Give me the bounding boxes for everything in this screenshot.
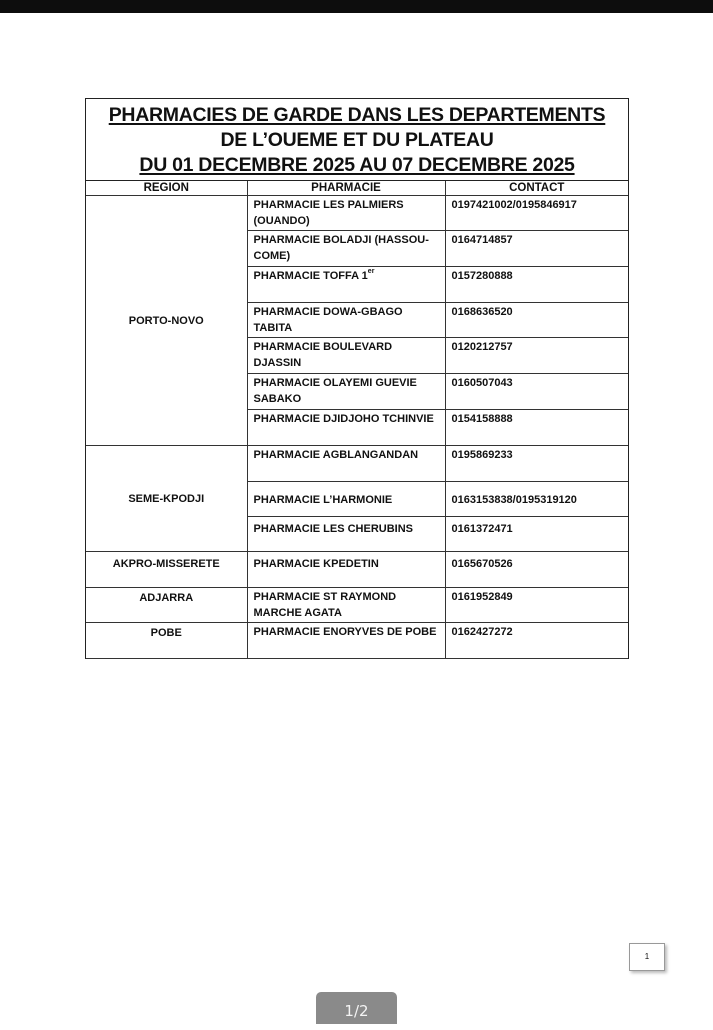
pharmacy-name: PHARMACIE KPEDETIN [247,552,445,588]
page-indicator[interactable]: 1/2 [316,992,397,1024]
pharmacy-contact: 0163153838/0195319120 [445,482,628,517]
pharmacy-contact: 0120212757 [445,338,628,374]
pharmacy-contact: 0157280888 [445,267,628,303]
table-header-row [86,181,628,196]
pharmacy-name: PHARMACIE BOULEVARD DJASSIN [247,338,445,374]
pharmacy-name-text: PHARMACIE TOFFA 1 [253,270,368,282]
region-cell: AKPRO-MISSERETE [86,552,247,588]
pharmacy-name: PHARMACIE BOLADJI (HASSOU-COME) [247,231,445,267]
column-header-contact: CONTACT [445,181,628,196]
pharmacy-duty-table-sheet [85,98,629,659]
table-row [86,588,628,623]
table-row [86,446,628,482]
pharmacy-contact: 0164714857 [445,231,628,267]
pharmacy-contact: 0195869233 [445,446,628,482]
pharmacy-name: PHARMACIE ENORYVES DE POBE [247,623,445,659]
region-cell: PORTO-NOVO [86,196,247,446]
viewer-top-bar [0,0,713,13]
table-row [86,623,628,659]
region-cell: ADJARRA [86,588,247,623]
pharmacy-name: PHARMACIE ST RAYMOND MARCHE AGATA [247,588,445,623]
pharmacy-contact: 0162427272 [445,623,628,659]
pharmacy-contact: 0165670526 [445,552,628,588]
page-number-marker: 1 [629,943,665,971]
pharmacy-contact: 0168636520 [445,303,628,338]
document-title [86,99,628,181]
title-line-3: DU 01 DECEMBRE 2025 AU 07 DECEMBRE 2025 [139,154,575,176]
pharmacy-name: PHARMACIE OLAYEMI GUEVIE SABAKO [247,374,445,410]
pharmacy-name: PHARMACIE DJIDJOHO TCHINVIE [247,410,445,446]
title-line-1: PHARMACIES DE GARDE DANS LES DEPARTEMENTS [108,104,606,126]
ordinal-suffix: er [367,268,375,276]
pharmacy-name: PHARMACIE L’HARMONIE [247,482,445,517]
pharmacy-name: PHARMACIE LES CHERUBINS [247,517,445,552]
pharmacy-contact: 0154158888 [445,410,628,446]
region-cell: SEME-KPODJI [86,446,247,552]
pharmacy-name: PHARMACIE DOWA-GBAGO TABITA [247,303,445,338]
pharmacy-name: PHARMACIE AGBLANGANDAN [247,446,445,482]
title-line-2: DE L’OUEME ET DU PLATEAU [220,129,494,151]
pharmacy-name [247,267,445,303]
column-header-region: REGION [86,181,247,196]
pharmacy-contact: 0161372471 [445,517,628,552]
pharmacy-contact: 0160507043 [445,374,628,410]
pharmacy-contact: 0197421002/0195846917 [445,196,628,231]
pharmacy-name: PHARMACIE LES PALMIERS (OUANDO) [247,196,445,231]
region-cell: POBE [86,623,247,659]
column-header-pharmacie: PHARMACIE [247,181,445,196]
pharmacy-contact: 0161952849 [445,588,628,623]
table-row [86,196,628,231]
table-row [86,552,628,588]
pharmacy-table [86,181,628,659]
